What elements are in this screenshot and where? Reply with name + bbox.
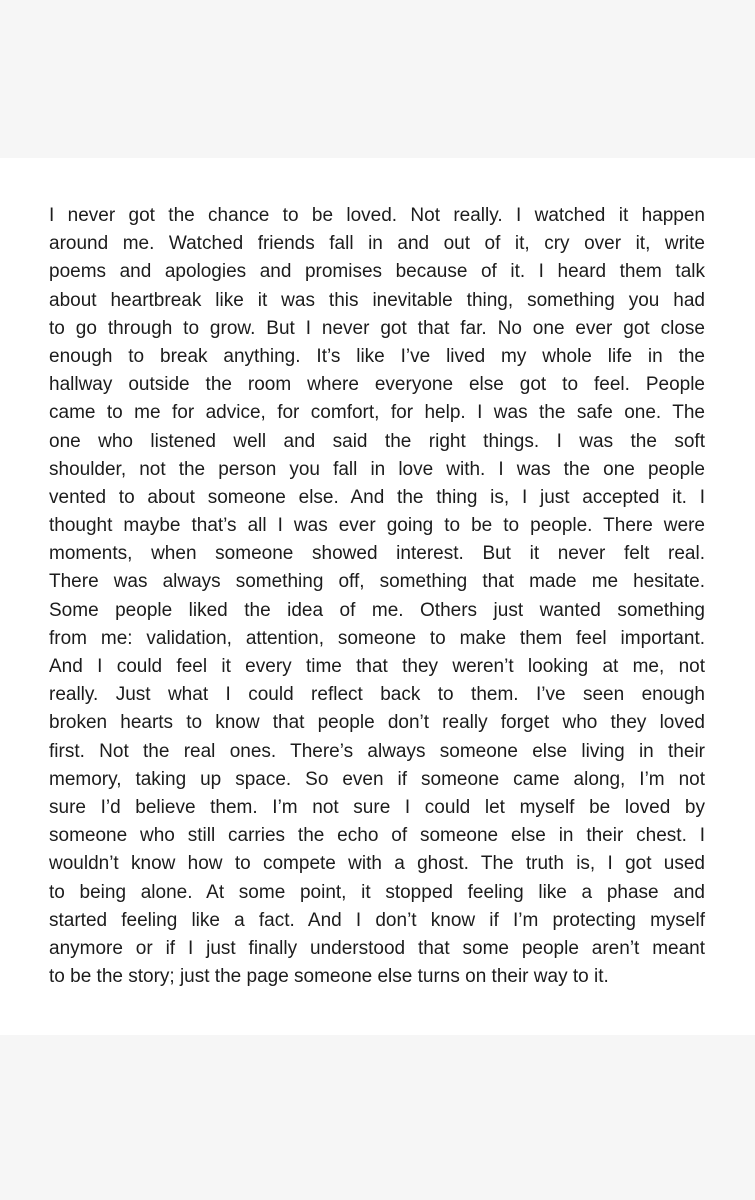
text-line: from me: validation, attention, someone to make them feel important.: [49, 627, 705, 649]
text-line: to being alone. At some point, it stopped feeling like a phase and: [49, 881, 705, 903]
bottom-margin: [0, 1035, 755, 1200]
text-line: started feeling like a fact. And I don’t know if I’m protecting myself: [49, 909, 705, 931]
text-line: poems and apologies and promises because of it. I heard them talk: [49, 261, 705, 283]
text-line: thought maybe that’s all I was ever going to be to people. There were: [49, 515, 705, 537]
text-line: someone who still carries the echo of someone else in their chest. I: [49, 825, 705, 847]
text-line: wouldn’t know how to compete with a ghost. The truth is, I got used: [49, 853, 705, 875]
text-line: around me. Watched friends fall in and out of it, cry over it, write: [49, 233, 705, 255]
text-line: to be the story; just the page someone else turns on their way to it.: [49, 966, 609, 988]
text-line: moments, when someone showed interest. But it never felt real.: [49, 543, 705, 565]
text-line: to go through to grow. But I never got that far. No one ever got close: [49, 317, 705, 339]
text-line: hallway outside the room where everyone else got to feel. People: [49, 374, 705, 396]
text-line: broken hearts to know that people don’t really forget who they loved: [49, 712, 705, 734]
text-line: And I could feel it every time that they weren’t looking at me, not: [49, 656, 705, 677]
text-line: about heartbreak like it was this inevitable thing, something you had: [49, 289, 705, 311]
text-line: sure I’d believe them. I’m not sure I could let myself be loved by: [49, 796, 705, 818]
text-line: vented to about someone else. And the thing is, I just accepted it. I: [49, 486, 705, 508]
text-line: I never got the chance to be loved. Not really. I watched it happen: [49, 205, 705, 226]
text-line: first. Not the real ones. There’s always someone else living in their: [49, 740, 705, 762]
document-text: [49, 202, 705, 991]
text-line: one who listened well and said the right things. I was the soft: [49, 430, 705, 452]
text-line: Some people liked the idea of me. Others just wanted something: [49, 599, 705, 621]
text-line: anymore or if I just finally understood that some people aren’t meant: [49, 937, 705, 959]
text-line: shoulder, not the person you fall in love with. I was the one people: [49, 458, 705, 480]
text-line: really. Just what I could reflect back to them. I’ve seen enough: [49, 684, 705, 706]
top-margin: [0, 0, 755, 158]
text-line: There was always something off, something that made me hesitate.: [49, 571, 705, 593]
text-line: memory, taking up space. So even if someone came along, I’m not: [49, 768, 705, 790]
text-line: enough to break anything. It’s like I’ve lived my whole life in the: [49, 345, 705, 367]
text-line: came to me for advice, for comfort, for help. I was the safe one. The: [49, 402, 705, 424]
